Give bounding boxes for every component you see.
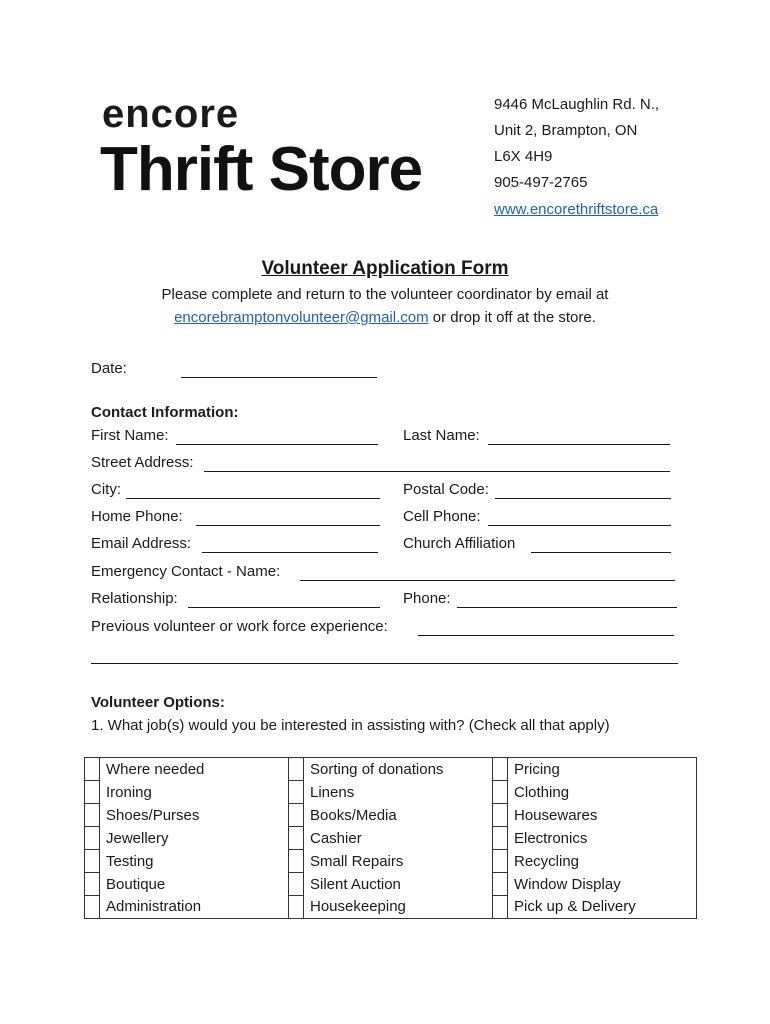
cell-phone-field[interactable] <box>488 511 671 526</box>
phone-label: Phone: <box>403 590 451 607</box>
intro-line1: Please complete and return to the volunteer coordinator by email at <box>161 286 609 303</box>
option-label: Housekeeping <box>304 896 493 919</box>
last-name-field[interactable] <box>488 430 670 445</box>
option-label: Cashier <box>304 827 493 850</box>
option-checkbox[interactable] <box>85 827 100 850</box>
home-phone-label: Home Phone: <box>91 508 183 525</box>
date-label: Date: <box>91 360 127 377</box>
option-checkbox[interactable] <box>85 850 100 873</box>
date-field[interactable] <box>181 363 377 378</box>
option-label: Clothing <box>508 781 697 804</box>
church-label: Church Affiliation <box>403 535 516 552</box>
address-line2: Unit 2, Brampton, ON <box>494 122 638 139</box>
home-phone-field[interactable] <box>196 511 380 526</box>
option-row <box>85 896 697 919</box>
phone-field[interactable] <box>457 593 677 608</box>
website-link[interactable]: www.encorethriftstore.ca <box>494 201 659 218</box>
option-label: Recycling <box>508 850 697 873</box>
email-field[interactable] <box>202 538 378 553</box>
city-field[interactable] <box>126 484 380 499</box>
option-checkbox[interactable] <box>85 873 100 896</box>
postal-field[interactable] <box>495 484 671 499</box>
option-label: Shoes/Purses <box>100 804 289 827</box>
option-checkbox[interactable] <box>289 850 304 873</box>
option-label: Window Display <box>508 873 697 896</box>
option-checkbox[interactable] <box>289 896 304 919</box>
option-checkbox[interactable] <box>85 781 100 804</box>
option-checkbox[interactable] <box>85 758 100 781</box>
option-checkbox[interactable] <box>493 827 508 850</box>
option-row <box>85 873 697 896</box>
option-checkbox[interactable] <box>289 758 304 781</box>
option-checkbox[interactable] <box>493 758 508 781</box>
options-heading: Volunteer Options: <box>91 694 225 711</box>
first-name-field[interactable] <box>176 430 378 445</box>
form-title: Volunteer Application Form <box>261 258 509 279</box>
option-row <box>85 804 697 827</box>
street-label: Street Address: <box>91 454 194 471</box>
email-link[interactable]: encorebramptonvolunteer@gmail.com <box>174 309 429 326</box>
option-label: Linens <box>304 781 493 804</box>
option-label: Housewares <box>508 804 697 827</box>
options-question: 1. What job(s) would you be interested in assisting with? (Check all that apply) <box>91 717 610 734</box>
option-label: Electronics <box>508 827 697 850</box>
option-row <box>85 781 697 804</box>
relationship-field[interactable] <box>188 593 380 608</box>
address-line1: 9446 McLaughlin Rd. N., <box>494 96 660 113</box>
job-options-table <box>84 757 697 919</box>
address-phone: 905-497-2765 <box>494 174 588 191</box>
last-name-label: Last Name: <box>403 427 480 444</box>
intro-line2 <box>0 309 770 326</box>
option-checkbox[interactable] <box>493 896 508 919</box>
option-checkbox[interactable] <box>289 804 304 827</box>
option-label: Sorting of donations <box>304 758 493 781</box>
logo-thrift-store: Thrift Store <box>100 135 423 204</box>
relationship-label: Relationship: <box>91 590 178 607</box>
option-row <box>85 850 697 873</box>
option-checkbox[interactable] <box>289 873 304 896</box>
option-checkbox[interactable] <box>289 781 304 804</box>
option-label: Pricing <box>508 758 697 781</box>
street-field[interactable] <box>204 457 670 472</box>
option-label: Small Repairs <box>304 850 493 873</box>
experience-field[interactable] <box>418 621 674 636</box>
city-label: City: <box>91 481 121 498</box>
option-checkbox[interactable] <box>85 896 100 919</box>
contact-heading: Contact Information: <box>91 404 239 421</box>
option-label: Ironing <box>100 781 289 804</box>
option-checkbox[interactable] <box>289 827 304 850</box>
option-checkbox[interactable] <box>493 873 508 896</box>
option-label: Boutique <box>100 873 289 896</box>
postal-label: Postal Code: <box>403 481 489 498</box>
emergency-label: Emergency Contact - Name: <box>91 563 281 580</box>
option-label: Pick up & Delivery <box>508 896 697 919</box>
option-label: Jewellery <box>100 827 289 850</box>
first-name-label: First Name: <box>91 427 169 444</box>
option-row <box>85 827 697 850</box>
email-label: Email Address: <box>91 535 192 552</box>
cell-phone-label: Cell Phone: <box>403 508 481 525</box>
option-label: Silent Auction <box>304 873 493 896</box>
option-checkbox[interactable] <box>493 781 508 804</box>
option-label: Administration <box>100 896 289 919</box>
option-label: Books/Media <box>304 804 493 827</box>
option-label: Testing <box>100 850 289 873</box>
experience-field-line2[interactable] <box>91 649 678 664</box>
address-line3: L6X 4H9 <box>494 148 553 165</box>
option-checkbox[interactable] <box>493 804 508 827</box>
option-row <box>85 758 697 781</box>
intro-line2-rest: or drop it off at the store. <box>428 309 596 326</box>
option-checkbox[interactable] <box>493 850 508 873</box>
option-checkbox[interactable] <box>85 804 100 827</box>
option-label: Where needed <box>100 758 289 781</box>
logo-encore: encore <box>102 92 240 136</box>
church-field[interactable] <box>531 538 671 553</box>
experience-label: Previous volunteer or work force experience: <box>91 618 388 635</box>
emergency-field[interactable] <box>300 566 675 581</box>
